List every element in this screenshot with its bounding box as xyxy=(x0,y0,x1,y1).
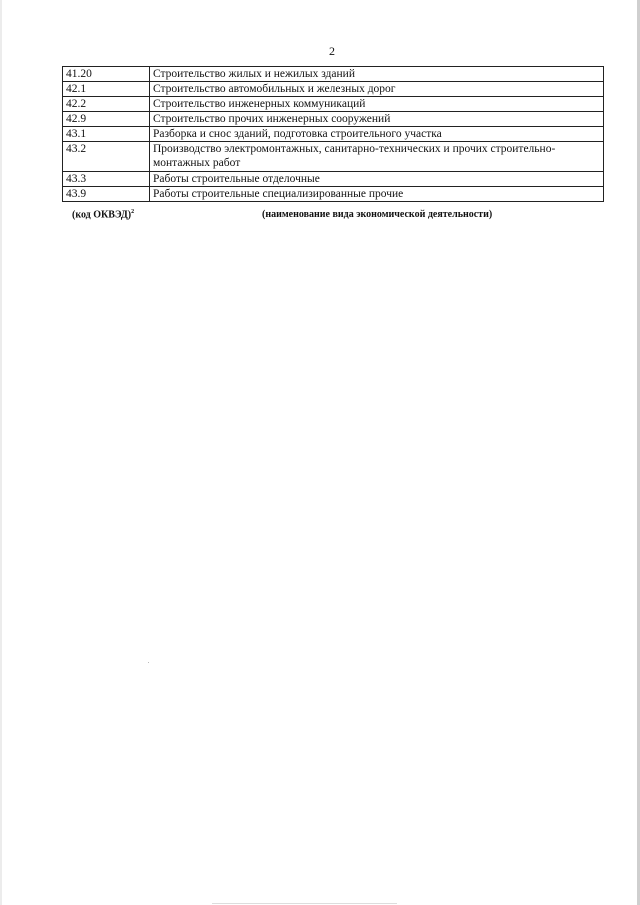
table-row xyxy=(63,187,604,202)
okved-code: 43.1 xyxy=(63,127,150,142)
table-row xyxy=(63,67,604,82)
okved-table xyxy=(62,66,604,202)
activity-name: Работы строительные специализированные прочие xyxy=(150,187,604,202)
okved-code: 43.2 xyxy=(63,142,150,172)
activity-name: Строительство жилых и нежилых зданий xyxy=(150,67,604,82)
table-row xyxy=(63,172,604,187)
okved-code: 43.3 xyxy=(63,172,150,187)
page-edge-left xyxy=(0,0,2,905)
okved-code: 42.9 xyxy=(63,112,150,127)
okved-code: 43.9 xyxy=(63,187,150,202)
table-row xyxy=(63,127,604,142)
table-row xyxy=(63,112,604,127)
activity-name: Строительство автомобильных и железных дорог xyxy=(150,82,604,97)
okved-code: 42.1 xyxy=(63,82,150,97)
okved-code: 42.2 xyxy=(63,97,150,112)
page-number: 2 xyxy=(329,44,335,58)
okved-code-caption-label: (код ОКВЭД) xyxy=(72,209,132,221)
activity-name: Разборка и снос зданий, подготовка строительного участка xyxy=(150,127,604,142)
table-row xyxy=(63,82,604,97)
footnote-marker: 2 xyxy=(131,209,135,215)
okved-code: 41.20 xyxy=(63,67,150,82)
table-row xyxy=(63,97,604,112)
okved-code-caption xyxy=(72,209,134,220)
activity-name: Строительство инженерных коммуникаций xyxy=(150,97,604,112)
activity-name-caption: (наименование вида экономической деятельности) xyxy=(262,209,493,220)
scan-speck xyxy=(148,662,149,663)
activity-name: Работы строительные отделочные xyxy=(150,172,604,187)
activity-name: Строительство прочих инженерных сооружений xyxy=(150,112,604,127)
scan-bottom-line xyxy=(212,903,397,904)
table-row xyxy=(63,142,604,172)
activity-name: Производство электромонтажных, санитарно-технических и прочих строительно-монтажных работ xyxy=(150,142,604,172)
